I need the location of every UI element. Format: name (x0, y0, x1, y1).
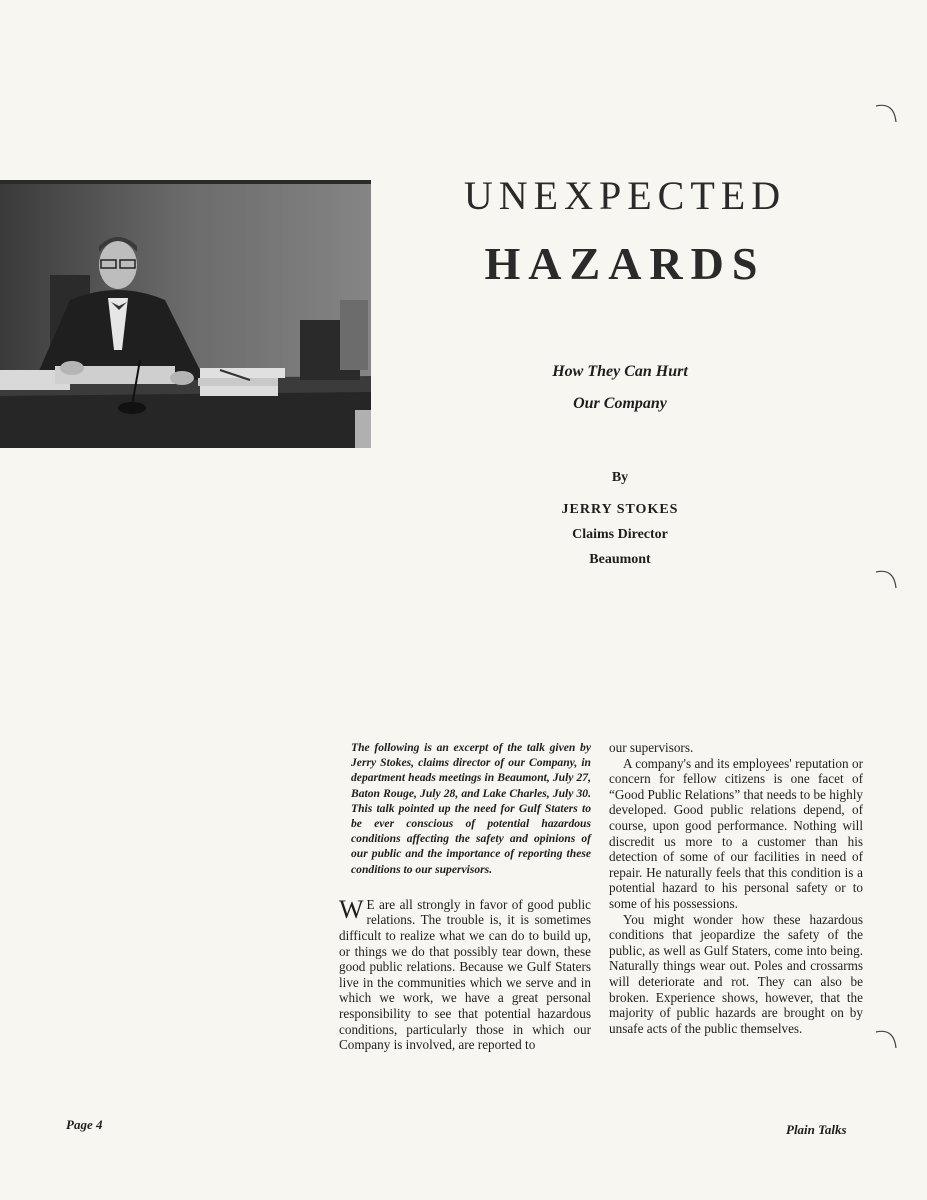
binder-hole-mark (874, 100, 900, 126)
page-number: Page 4 (66, 1117, 103, 1132)
author-photo (0, 180, 371, 448)
body-paragraph-3: You might wonder how these hazardous conditions that jeopardize the safety of the public, as well as Gulf Staters, come into being. Naturally things wear out. Poles and crossarms will deteriorate and rot. They can also be broken. Experience shows, however, that the majority of public hazards are brought on by unsafe acts of the public themselves. (609, 911, 863, 1036)
column-left (339, 740, 591, 1053)
byline-by: By (611, 470, 629, 485)
body-paragraph-1-continued: our supervisors. (609, 740, 694, 755)
binder-hole-mark (874, 566, 900, 592)
intro-paragraph: The following is an excerpt of the talk given by Jerry Stokes, claims director of our Company, in department heads meetings in Beaumont, July 27, Baton Rouge, July 28, and Lake Charles, July 30. This talk pointed up the need for Gulf Staters to be ever conscious of potential hazardous conditions affecting the safety and opinions of our public and the importance of reporting these conditions to our supervisors. (351, 741, 591, 876)
body-paragraph-1 (339, 894, 591, 1053)
article-title-line2: HAZARDS (484, 238, 766, 289)
subtitle-line1: How They Can Hurt (552, 363, 688, 380)
body-paragraph-1-text: E are all strongly in favor of good public relations. The trouble is, it is sometimes difficult to realize what we can do to build up, or things we do that possibly tear down, these good public relations. Because we Gulf Staters live in the communities which we serve and in which we work, we have a great personal responsibility to see that potential hazardous conditions, particularly those in which our Company is involved, are reported to (339, 896, 591, 1053)
article-title-line1: UNEXPECTED (463, 173, 787, 218)
drop-cap: W (339, 894, 364, 924)
subtitle-line2: Our Company (573, 395, 667, 412)
author-role: Claims Director (572, 527, 668, 542)
author-location: Beaumont (589, 552, 651, 567)
publication-name: Plain Talks (786, 1122, 847, 1137)
author-name: JERRY STOKES (561, 502, 679, 517)
body-paragraph-2: A company's and its employees' reputation or concern for fellow citizens is one facet of “Good Public Relations” that needs to be highly developed. Good public relations depend, of course, upon good performance. Nothing will discredit us more to a customer than his detection of some of our facilities in need of repair. He naturally feels that this condition is a potential hazard to his personal safety or to some of his possessions. (609, 755, 863, 911)
column-right (609, 740, 863, 1036)
binder-hole-mark (874, 1026, 900, 1052)
